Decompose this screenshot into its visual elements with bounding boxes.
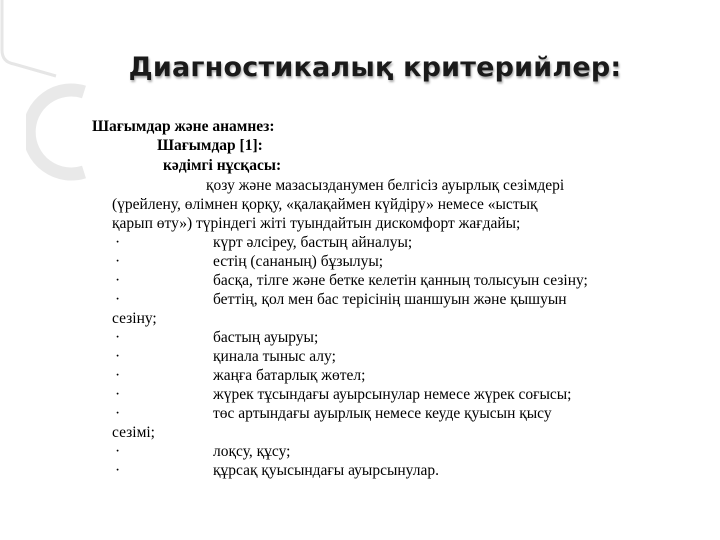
intro-line: қарып өту») түріндегі жіті туындайтын дискомфорт жағдайы;: [112, 215, 521, 232]
symptom-item: күрт әлсіреу, бастың айналуы;: [213, 234, 413, 251]
section-heading: Шағымдар және анамнез:: [92, 118, 275, 135]
variant-heading: кәдімгі нұсқасы:: [163, 157, 282, 174]
bullet-marker: ·: [115, 348, 121, 365]
bullet-marker: ·: [115, 462, 121, 479]
bullet-marker: ·: [115, 367, 121, 384]
intro-line: қозу және мазасызданумен белгісіз ауырлық сезімдері: [206, 177, 565, 194]
symptom-item: жаңға батарлық жөтел;: [213, 367, 366, 384]
bullet-marker: ·: [115, 405, 121, 422]
intro-line: (үрейлену, өлімнен қорқу, «қалақаймен күйдіру» немесе «ыстық: [112, 196, 538, 213]
symptom-item: беттің, қол мен бас терісінің шаншуын және қышуын: [213, 291, 567, 308]
slide-title: Диагностикалық критерийлер:: [128, 52, 622, 83]
symptom-item: лоқсу, құсу;: [213, 443, 291, 460]
symptom-item: қинала тыныс алу;: [213, 348, 336, 365]
bullet-marker: ·: [115, 253, 121, 270]
bullet-marker: ·: [115, 291, 121, 308]
symptom-item: бастың ауыруы;: [213, 329, 319, 346]
bullet-marker: ·: [115, 234, 121, 251]
symptom-item: басқа, тілге және бетке келетін қанның толысуын сезіну;: [213, 272, 588, 289]
bullet-marker: ·: [115, 386, 121, 403]
symptom-item: естің (сананың) бұзылуы;: [213, 253, 384, 270]
bullet-marker: ·: [115, 443, 121, 460]
symptom-item: төс артындағы ауырлық немесе кеуде қуысын қысу: [213, 405, 552, 422]
symptom-continuation: сезіну;: [112, 310, 157, 327]
symptom-continuation: сезімі;: [112, 424, 155, 441]
complaints-subheading: Шағымдар [1]:: [157, 137, 263, 154]
symptom-item: құрсақ қуысындағы ауырсынулар.: [213, 462, 439, 479]
symptom-item: жүрек тұсындағы ауырсынулар немесе жүрек соғысы;: [213, 386, 572, 403]
bullet-marker: ·: [115, 272, 121, 289]
bullet-marker: ·: [115, 329, 121, 346]
